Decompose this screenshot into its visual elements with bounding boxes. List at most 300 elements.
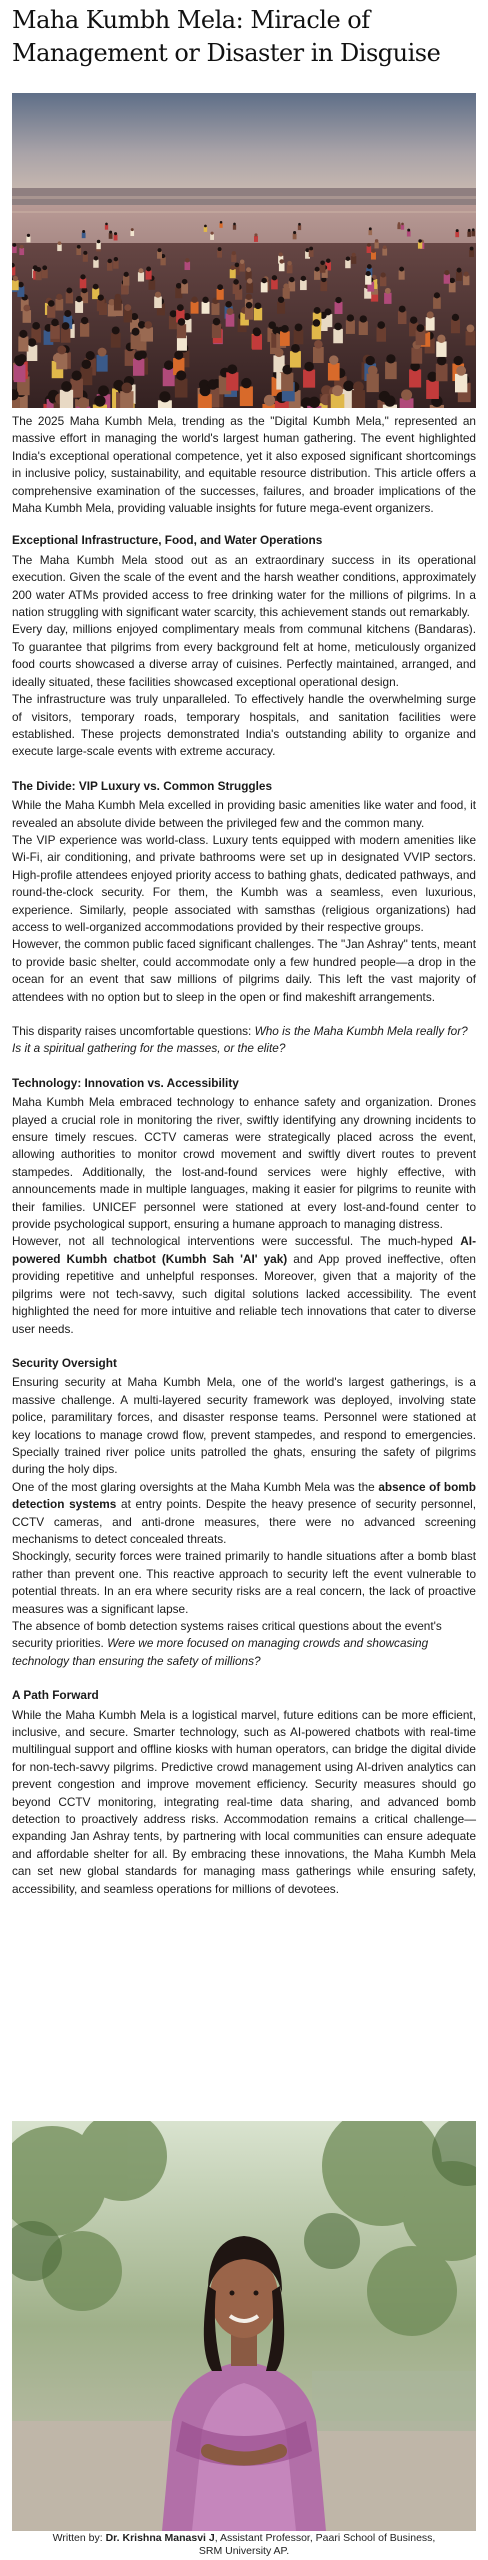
crowd-figure [303,370,315,388]
crowd-head [42,265,47,270]
crowd-figure [385,362,397,379]
crowd-head [122,382,133,393]
crowd-figure [467,231,471,237]
crowd-head [418,239,421,242]
author-photo [12,2121,476,2531]
crowd-figure [290,351,301,367]
crowd-head [176,283,182,289]
crowd-head [452,314,459,321]
crowd-head [232,251,236,255]
crowd-head [255,302,262,309]
crowd-head [105,223,108,226]
crowd-figure [149,280,156,290]
crowd-head [261,278,266,283]
crowd-figure [123,276,129,286]
crowd-figure [451,320,460,334]
crowd-figure [124,310,132,323]
crowd-head [289,277,294,282]
crowd-head [417,324,425,332]
crowd-head [386,354,395,363]
crowd-head [346,257,350,261]
crowd-figure [246,283,253,293]
crowd-head [301,276,306,281]
crowd-head [61,381,72,392]
crowd-head [112,326,120,334]
crowd-figure [96,355,107,372]
crowd-figure [12,267,15,276]
crowd-figure [433,297,441,309]
crowd-head [170,310,177,317]
author-name: Dr. Krishna Manasvi J [105,2532,215,2544]
crowd-head [114,257,118,261]
credit-line-2: SRM University AP. [198,2545,290,2557]
crowd-head [246,302,253,309]
crowd-figure [309,250,314,257]
italic-run: Were we more focused on managing crowds and showcasing technology than ensuring the safety of millions? [12,1636,429,1668]
crowd-figure [42,269,48,278]
crowd-head [97,240,101,244]
crowd-figure [280,331,290,346]
crowd-figure [83,254,88,262]
crowd-head [377,321,385,329]
crowd-head [437,335,445,343]
crowd-head [185,258,189,262]
crowd-head [334,323,342,331]
crowd-head [218,247,222,251]
crowd-head [98,385,109,396]
crowd-head [407,229,410,232]
crowd-head [82,360,92,370]
crowd-head [375,239,378,242]
crowd-head [241,378,251,388]
crowd-head [279,259,283,263]
crowd-head [115,294,121,300]
crowd-figure [444,274,450,283]
crowd-head [329,355,338,364]
crowd-figure [82,232,86,238]
crowd-figure [365,275,371,285]
crowd-figure [80,278,87,288]
crowd-figure [60,390,73,408]
crowd-head [343,381,354,392]
crowd-head [19,330,27,338]
crowd-figure [210,234,214,240]
crowd-figure [96,243,100,250]
crowd-figure [359,321,368,335]
crowd-head [371,249,375,253]
crowd-figure [409,369,421,387]
crowd-figure [455,374,467,393]
credit-line-1 [0,2532,488,2545]
crowd-figure [217,289,224,300]
crowd-head [246,267,251,272]
crowd-figure [93,260,98,268]
crowd-figure [380,277,386,287]
crowd-head [159,391,170,402]
crowd-head [456,366,466,376]
crowd-figure [466,331,476,346]
crowd-figure [111,333,121,348]
crowd-head [81,317,88,324]
text-run: and App proved ineffective, often providing repetitive and unhelpful responses. Moreover, given that a majority of the pilgrims were not tech-savvy, such digital solutions lacked accessibility. The event highlighted the need for more intuitive and reliable tech innovations that cater to diverse user needs. [12,1251,476,1336]
crowd-figure [298,225,301,230]
crowd-figure [47,306,55,318]
crowd-head [401,389,412,400]
crowd-figure [279,263,285,271]
crowd-figure [455,232,459,238]
crowd-head [434,292,440,298]
crowd-head [225,301,232,308]
paragraph: Ensuring security at Maha Kumbh Mela, one of the world's largest gatherings, is a massive challenge. A multi-layered security framework was deployed, involving state police, paramilitary forces, and disaster response teams. Personnel were stationed at key locations to manage crowd flow, prevent stampedes, and respond to emergencies. Specially trained river police units patrolled the ghats, ensuring the safety of pilgrims during the holy dips. [12,1375,476,1477]
crowd-head [134,351,143,360]
crowd-head [176,370,186,380]
crowd-head [233,279,238,284]
crowd-figure [368,230,372,235]
crowd-figure [198,394,212,408]
crowd-figure [19,248,24,255]
crowd-figure [50,325,59,339]
crowd-head [467,325,475,333]
crowd-figure [120,391,133,408]
crowd-head [182,279,187,284]
section-heading-security: Security Oversight [12,1355,117,1370]
crowd-head [332,385,343,396]
crowd-head [124,304,131,311]
author-affiliation: , Assistant Professor, Paari School of Business, [214,2532,436,2544]
crowd-figure [109,233,113,239]
crowd-figure [320,264,326,273]
crowd-figure [231,254,236,262]
crowd-head [366,356,375,365]
crowd-figure [281,373,293,391]
crowd-figure [331,394,345,408]
crowd-head [13,276,18,281]
crowd-head [398,222,401,225]
crowd-head [295,324,303,332]
crowd-head [48,300,55,307]
crowd-head [76,296,82,302]
bold-run: absence of bomb detection systems [12,1479,476,1512]
crowd-head [456,229,459,232]
crowd-head [155,292,161,298]
crowd-figure [66,292,73,303]
crowd-head [298,223,301,226]
crowd-photo [12,93,476,408]
paragraph: The infrastructure was truly unparalleled. To effectively handle the overwhelming surge of visitors, temporary roads, temporary hospitals, and sanitation facilities were established. These projects demonstrated India's outstanding ability to organize and execute large-scale events with extreme accuracy. [12,692,476,759]
crowd-figure [146,270,152,279]
crowd-figure [130,231,134,236]
crowd-figure [61,328,71,342]
crowd-head [347,314,354,321]
crowd-figure [335,302,343,314]
crowd-head [454,356,463,365]
crowd-head [220,221,223,224]
crowd-head [56,294,62,300]
crowd-head [217,284,223,290]
crowd-head [369,227,372,230]
crowd-figure [233,284,240,294]
crowd-head [131,228,134,231]
crowd-head [174,351,183,360]
question-italic: Who is the Maha Kumbh Mela really for? Is it a spiritual gathering for the masses, or the elite? [12,1024,468,1056]
article-title: Maha Kumbh Mela: Miracle of Management or Disaster in Disguise [12,6,441,67]
crowd-figure [287,265,293,274]
crowd-figure [418,242,422,249]
crowd-head [139,268,144,273]
crowd-figure [407,231,411,237]
crowd-head [278,297,284,303]
crowd-head [384,395,395,406]
crowd-figure [471,231,475,237]
crowd-head [437,356,446,365]
crowd-head [367,243,371,247]
crowd-head [164,360,174,370]
crowd-figure [384,293,391,304]
crowd-head [200,385,211,396]
crowd-head [94,256,98,260]
crowd-head [314,340,323,349]
crowd-figure [18,336,28,351]
crowd-figure [36,271,42,280]
crowd-head [98,348,107,357]
crowd-head [427,311,434,318]
text-run: However, not all technological interventions were successful. The much-hyped [12,1234,461,1249]
crowd-figure [314,271,320,280]
bold-run: AI-powered Kumbh chatbot (Kumbh Sah 'AI' yak) [12,1234,476,1266]
crowd-head [464,271,469,276]
crowd-figure [55,299,63,311]
crowd-head [15,357,24,366]
crowd-figure [107,262,113,270]
crowd-head [326,258,330,262]
section-heading-infrastructure: Exceptional Infrastructure, Food, and Water Operations [12,533,323,548]
crowd-figure [240,386,253,406]
crowd-head [158,248,162,252]
crowd-head [367,264,372,269]
crowd-figure [411,348,422,364]
crowd-head [20,245,24,249]
crowd-head [83,251,87,255]
crowd-head [144,321,152,329]
crowd-head [264,395,275,406]
crowd-head [353,381,364,392]
crowd-figure [252,335,262,350]
crowd-figure [293,234,297,240]
paragraph [12,1479,476,1549]
crowd-figure [312,325,321,339]
crowd-head [247,278,252,283]
paragraph: However, the common public faced significant challenges. The "Jan Ashray" tents, meant to provide basic shelter, could accommodate only a few hundred people—a drop in the ocean for an event that saw millions of pilgrims daily. This left the vast majority of attendees with no option but to sleep in the open or find makeshift arrangements. [12,937,476,1004]
crowd-head [58,241,62,245]
crowd-figure [283,288,290,299]
crowd-head [13,243,17,247]
crowd-head [213,318,220,325]
crowd-head [28,338,36,346]
crowd-head [23,305,30,312]
article-body [12,413,476,1898]
crowd-figure [398,311,407,324]
crowd-head [313,319,321,327]
crowd-figure [219,223,222,228]
paragraph: The Maha Kumbh Mela stood out as an extraordinary success in its operational execution. Given the scale of the event and the harsh weather conditions, approximately 200 water ATMs provided access to free drinking water for the millions of pilgrims. In a nation struggling with significant water scarcity, this achievement stands out remarkably. [12,552,476,620]
crowd-head [66,287,72,293]
crowd-head [202,297,208,303]
crowd-figure [212,324,221,338]
crowd-head [82,230,85,233]
crowd-figure [75,301,83,313]
crowd-figure [185,262,191,270]
crowd-head [211,232,214,235]
crowd-head [287,261,292,266]
crowd-figure [416,331,426,346]
paragraph: Every day, millions enjoyed complimentary meals from communal kitchens (Bandaras). To guarantee that pilgrims from every background felt at home, meticulously organized food courts showcased a diverse array of cuisines. Perfectly maintained, arranged, and ideally situated, these facilities showcased exceptional operational design. [12,622,476,689]
section-heading-divide: The Divide: VIP Luxury vs. Common Struggles [12,778,273,793]
crowd-figure [217,250,222,257]
crowd-head [36,267,41,272]
crowd-head [93,284,99,290]
crowd-head [253,328,261,336]
crowd-figure [204,227,207,232]
crowd-head [457,268,462,273]
crowd-head [291,344,300,353]
crowd-figure [333,329,343,343]
crowd-head [94,395,105,406]
question-paragraph [12,1023,476,1058]
crowd-head [366,271,371,276]
crowd-head [360,315,367,322]
crowd-figure [233,225,236,230]
crowd-head [235,263,240,268]
crowd-figure [175,379,188,398]
crowd-head [472,228,475,231]
crowd-figure [157,251,162,258]
crowd-figure [121,284,128,294]
crowd-head [470,247,474,251]
crowd-head [399,306,406,313]
crowd-head [178,318,185,325]
text-run: The absence of bomb detection systems raises critical questions about the event's security priorities. [12,1619,442,1651]
crowd-figure [163,368,175,386]
crowd-head [57,346,66,355]
crowd-figure [436,364,448,382]
crowd-figure [245,307,253,319]
crowd-figure [226,372,238,390]
crowd-figure [397,224,400,229]
crowd-figure [294,330,304,344]
crowd-head [254,233,257,236]
crowd-head [191,297,197,303]
crowd-head [246,294,252,300]
intro-paragraph: The 2025 Maha Kumbh Mela, trending as the "Digital Kumbh Mela," represented an massive effort in managing the world's largest human gathering. The event highlighted India's exceptional operational competence, yet it also exposed significant shortcomings in inclusive policy, sustainability, and equitable resource distribution. This article offers a comprehensive examination of the successes, failures, and broader implications of the Maha Kumbh Mela, providing valuable insights for future mega-event organizers. [12,414,476,516]
crowd-head [315,267,320,272]
crowd-head [230,265,235,270]
crowd-figure [367,374,379,392]
crowd-figure [12,246,17,253]
crowd-figure [401,225,404,230]
paragraph: Maha Kumbh Mela embraced technology to enhance safety and organization. Drones played a crucial role in monitoring the river, swiftly identifying any drowning incidents to ensure timely rescues. CCTV cameras were strategically placed across the event, allowing authorities to monitor crowd movement and swiftly divert routes to prevent stampedes. Additionally, the lost-and-found services were highly effective, with announcements made in multiple languages, making it easier for pilgrims to reunite with their families. UNICEF personnel were stationed at every lost-and-found center to provide psychological support, ensuring a humane approach to managing distress. [12,1095,476,1232]
crowd-head [401,223,404,226]
crowd-head [444,270,449,275]
crowd-figure [202,302,210,314]
crowd-figure [313,347,324,363]
crowd-head [275,348,284,357]
crowd-head [51,319,58,326]
crowd-figure [133,359,144,376]
crowd-head [177,304,184,311]
crowd-figure [254,308,262,321]
crowd-head [279,252,283,256]
crowd-head [227,364,237,374]
crowd-figure [114,235,118,241]
crowd-head [449,278,454,283]
crowd-illustration [12,93,476,408]
crowd-figure [426,380,439,399]
crowd-figure [300,280,307,290]
paragraph: While the Maha Kumbh Mela excelled in providing basic amenities like water and food, it revealed an absolute divide between the privileged few and the common many. [12,798,476,830]
crowd-head [352,253,356,257]
crowd-head [240,260,245,265]
crowd-figure [367,246,372,253]
paragraph [12,1233,476,1337]
crowd-figure [181,283,188,293]
crowd-head [18,282,24,288]
crowd-head [314,307,321,314]
paragraph [12,1618,476,1670]
crowd-head [233,223,236,226]
crowd-head [399,267,404,272]
crowd-figure [76,248,81,255]
crowd-figure [23,310,31,323]
crowd-head [272,275,277,280]
crowd-head [86,351,95,360]
paragraph: Shockingly, security forces were trained primarily to handle situations after a bomb blast rather than prevent one. This reactive approach to security left the event vulnerable to potential threats. In an era where security risks are a real concern, the lack of proactive measures was a significant lapse. [12,1549,476,1616]
crowd-head [320,261,325,266]
crowd-figure [114,299,122,311]
crowd-figure [143,327,153,341]
crowd-figure [426,317,435,330]
crowd-head [309,397,320,408]
crowd-figure [346,320,355,334]
crowd-figure [226,314,235,327]
crowd-head [410,316,417,323]
crowd-head [468,229,471,232]
crowd-figure [469,250,474,257]
crowd-head [146,267,151,272]
crowd-head [27,234,30,237]
crowd-head [124,272,129,277]
crowd-head [309,247,313,251]
crowd-head [64,310,71,317]
crowd-head [335,297,341,303]
crowd-figure [328,363,340,381]
author-credit [0,2532,488,2558]
crowd-figure [277,302,285,314]
crowd-figure [271,279,278,289]
credit-prefix: Written by: [52,2532,106,2544]
crowd-figure [177,324,186,338]
crowd-figure [12,280,19,290]
crowd-figure [399,271,405,280]
crowd-head [98,294,104,300]
crowd-head [108,259,112,263]
crowd-head [77,245,81,249]
crowd-head [114,232,117,235]
crowd-head [385,288,391,294]
crowd-figure [105,225,108,230]
crowd-figure [80,323,89,337]
crowd-head [204,225,207,228]
crowd-head [304,362,314,372]
